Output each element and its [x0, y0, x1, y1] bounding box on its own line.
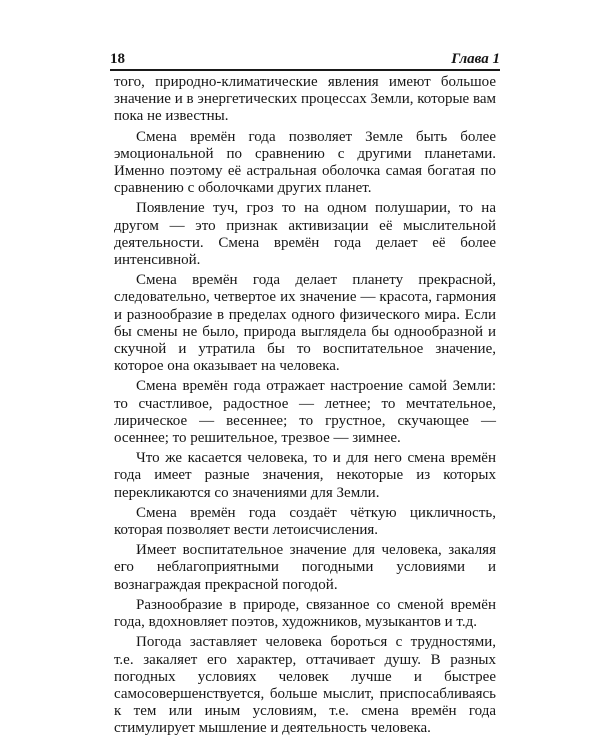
paragraph: Смена времён года делает планету прекрасной, следовательно, четвертое их значение — красота, гармония и разнообразие в пределах одного физического мира. Если бы смены не было, природа выглядела бы однообразной и скучной и утратила бы то воспитательное значение, которое она оказывает на человека. [114, 272, 496, 375]
paragraph: Смена времён года отражает настроение самой Земли: то счастливое, радостное — летнее; то мечтательное, лирическое — весеннее; то грустное, скучающее — осеннее; то решительное, трезвое — зимнее. [114, 378, 496, 447]
paragraph: Смена времён года позволяет Земле быть более эмоциональной по сравнению с другими планетами. Именно поэтому её астральная оболочка самая богатая по сравнению с оболочками других планет. [114, 128, 496, 197]
running-header [110, 46, 500, 68]
paragraph: Разнообразие в природе, связанное со сменой времён года, вдохновляет поэтов, художников, музыкантов и т.д. [114, 596, 496, 631]
paragraph: того, природно-климатические явления имеют большое значение и в энергетических процессах Земли, которые вам пока не известны. [114, 74, 496, 125]
paragraph: Погода заставляет человека бороться с трудностями, т.е. закаляет его характер, оттачивает душу. В разных погодных условиях человек лучше и быстрее самосовершенствуется, больше мыслит, приспосабливаясь к тем или иным условиям, т.е. смена времён года стимулирует мышление и деятельность человека. [114, 634, 496, 737]
paragraph: Появление туч, гроз то на одном полушарии, то на другом — это признак активизации её мыслительной деятельности. Смена времён года делает её более интенсивной. [114, 200, 496, 269]
paragraph: Смена времён года создаёт чёткую цикличность, которая позволяет вести летоисчисления. [114, 504, 496, 539]
paragraph: Имеет воспитательное значение для человека, закаляя его неблагоприятными погодными условиями и вознаграждая прекрасной погодой. [114, 542, 496, 593]
header-rule [110, 69, 500, 73]
page-number: 18 [110, 51, 125, 67]
page-body [114, 74, 496, 741]
paragraph: Что же касается человека, то и для него смена времён года имеет разные значения, некоторые из которых перекликаются со значениями для Земли. [114, 450, 496, 501]
chapter-title: Глава 1 [451, 51, 500, 67]
